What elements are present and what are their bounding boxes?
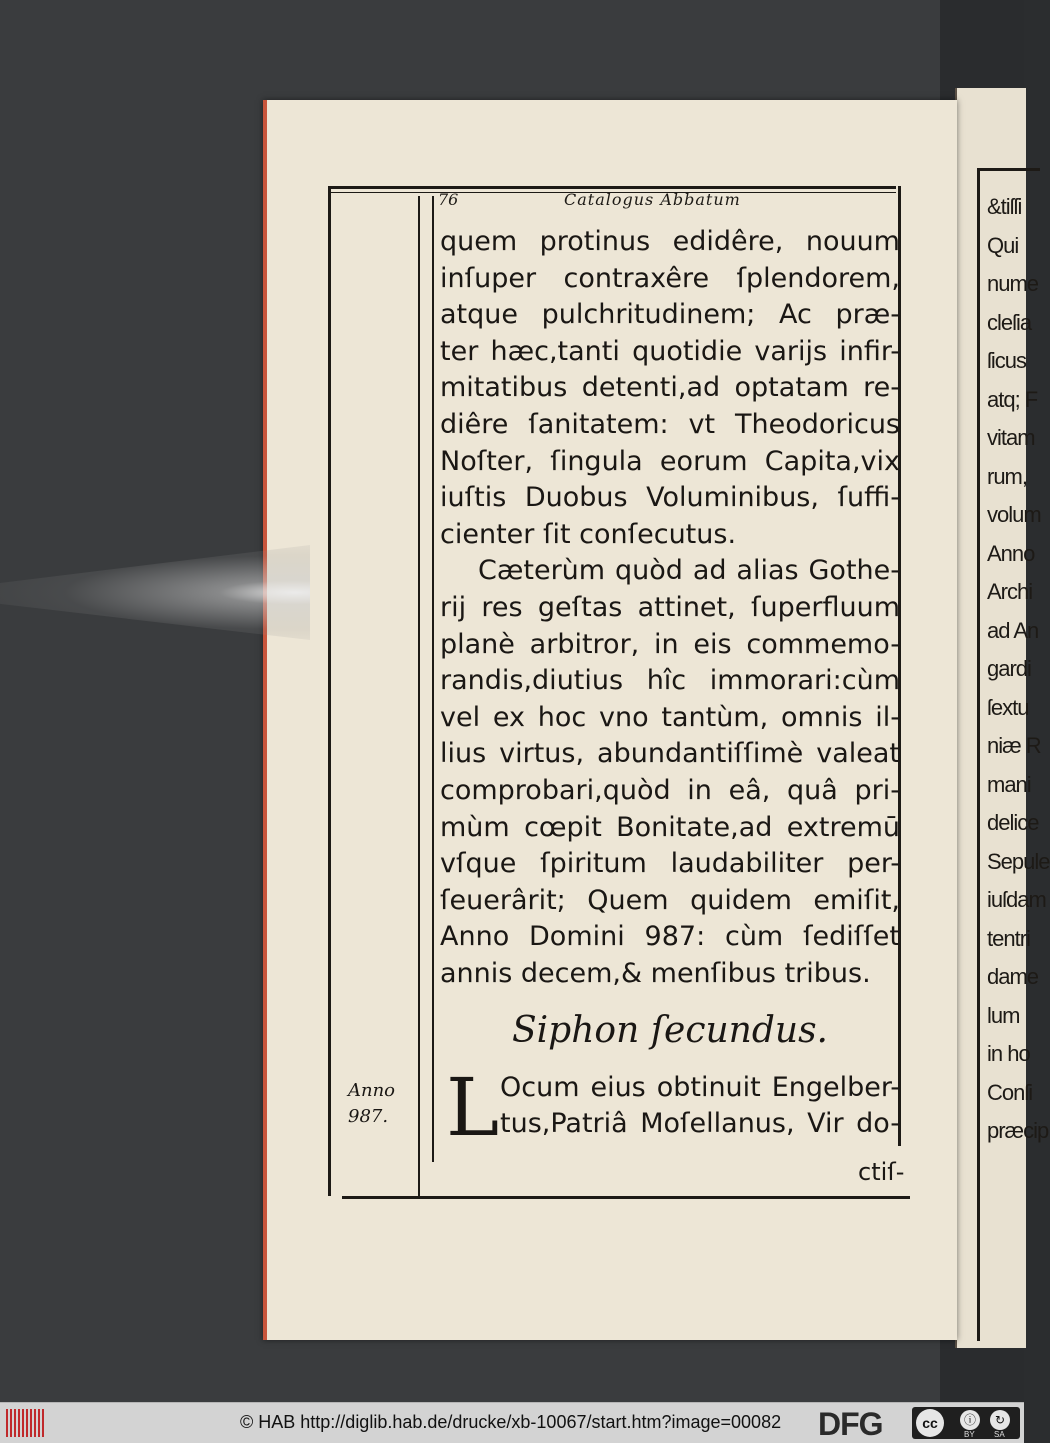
margin-note (348, 1078, 418, 1130)
facing-page-fragment: cleſia (987, 309, 1032, 335)
bottom-rule (342, 1196, 910, 1199)
text-line: rij res geſtas attinet, ſuperfluum (440, 591, 900, 623)
text-line: vel ex hoc vno tantùm, omnis il- (440, 701, 900, 733)
page-number: 76 (438, 190, 459, 209)
text-line: tus,Patriâ Moſellanus, Vir do- (500, 1108, 900, 1139)
facing-page-text (987, 188, 1050, 1151)
facing-page-fragment: Conſi (987, 1079, 1033, 1105)
text-line: Anno Domini 987: cùm ſediſſet (440, 921, 900, 953)
facing-page (955, 88, 1050, 1348)
footer-credit-link[interactable]: © HAB http://diglib.hab.de/drucke/xb-10067/start.htm?image=00082 (240, 1412, 782, 1432)
facing-page-fragment: iuſdam (987, 887, 1046, 912)
text-line: mùm cœpit Bonitate,ad extremū (440, 811, 900, 843)
text-line: iuſtis Duobus Voluminibus, ſuffi- (440, 482, 900, 514)
text-line: quem protinus edidêre, nouum (440, 226, 900, 257)
drop-cap: L (446, 1061, 500, 1154)
text-line: ſeuerârit; Quem quidem emiſit, (440, 884, 900, 916)
facing-page-fragment: &tiſſi (987, 194, 1022, 219)
facing-page-fragment: nume (987, 271, 1039, 296)
facing-page-fragment: lum (987, 1002, 1020, 1028)
facing-page-fragment: Qui (987, 232, 1019, 258)
text-line: mitatibus detenti,ad optatam re- (440, 372, 900, 404)
facing-page-fragment: ſextu (987, 694, 1029, 720)
cc-license-badge[interactable] (912, 1407, 1020, 1439)
text-line: diêre ſanitatem: vt Theodoricus (440, 408, 900, 440)
facing-page-fragment: Sepule (987, 848, 1050, 874)
left-outer-rule (328, 186, 331, 1196)
running-title: Catalogus Abbatum (564, 190, 741, 209)
by-label: BY (964, 1430, 975, 1439)
text-left-rule (432, 196, 434, 1162)
dfg-logo: DFG (818, 1406, 883, 1442)
text-line: Ocum eius obtinuit Engelber- (500, 1072, 900, 1103)
text-line: ter hæc,tanti quotidie varijs infir- (440, 335, 900, 367)
facing-page-fragment: rum, (987, 463, 1027, 489)
facing-page-fragment: volum (987, 502, 1041, 527)
facing-page-fragment: dame (987, 964, 1039, 989)
text-line: annis decem,& menſibus tribus. (440, 957, 871, 989)
facing-page-fragment: delice (987, 810, 1039, 835)
sa-icon: ↻ (990, 1410, 1010, 1430)
facing-page-fragment: atq; F (987, 386, 1038, 412)
running-head (434, 190, 904, 214)
text-line: inſuper contraxêre ſplendorem, (440, 262, 900, 294)
facing-page-fragment: vitam (987, 425, 1035, 450)
cc-icon: cc (916, 1409, 944, 1437)
facing-page-fragment: in ho (987, 1041, 1030, 1066)
footer-bar (0, 1402, 1024, 1443)
text-line: randis,diutius hîc immorari:cùm (440, 665, 900, 697)
catchword: ctiſ- (858, 1158, 905, 1186)
facing-page-fragment: ſicus (987, 348, 1027, 373)
text-line: cienter ſit conſecutus. (440, 518, 737, 550)
second-paragraph (500, 1070, 900, 1142)
margin-note-line: Anno (348, 1080, 396, 1101)
hab-logo-icon (6, 1409, 46, 1437)
margin-rule (418, 196, 420, 1196)
text-line: comprobari,quòd in eâ, quâ pri- (440, 774, 900, 806)
facing-page-fragment: præcip (987, 1118, 1049, 1143)
facing-page-fragment: ad An (987, 617, 1039, 643)
section-heading: Siphon ſecundus. (511, 1010, 829, 1051)
top-rule (328, 186, 896, 189)
text-line: Noſter, ſingula eorum Capita,vix (440, 445, 900, 477)
by-icon: ⓘ (960, 1410, 980, 1430)
margin-note-line: 987. (348, 1106, 389, 1127)
text-line: lius virtus, abundantiſſimè valeat (440, 738, 900, 770)
body-text (440, 224, 900, 992)
sa-label: SA (994, 1430, 1005, 1439)
facing-page-fragment: niæ R (987, 733, 1041, 758)
facing-page-fragment: gardi (987, 656, 1031, 681)
facing-page-fragment: mani (987, 771, 1031, 797)
facing-page-fragment: Archi (987, 579, 1033, 604)
text-line: planè arbitror, in eis commemo- (440, 628, 900, 660)
facing-page-fragment: Anno (987, 540, 1035, 566)
facing-page-fragment: tentri (987, 925, 1030, 951)
text-line: vſque ſpiritum laudabiliter per- (440, 848, 900, 880)
text-line: atque pulchritudinem; Ac præ- (440, 299, 900, 331)
text-line: Cæterùm quòd ad alias Gothe- (478, 555, 900, 587)
